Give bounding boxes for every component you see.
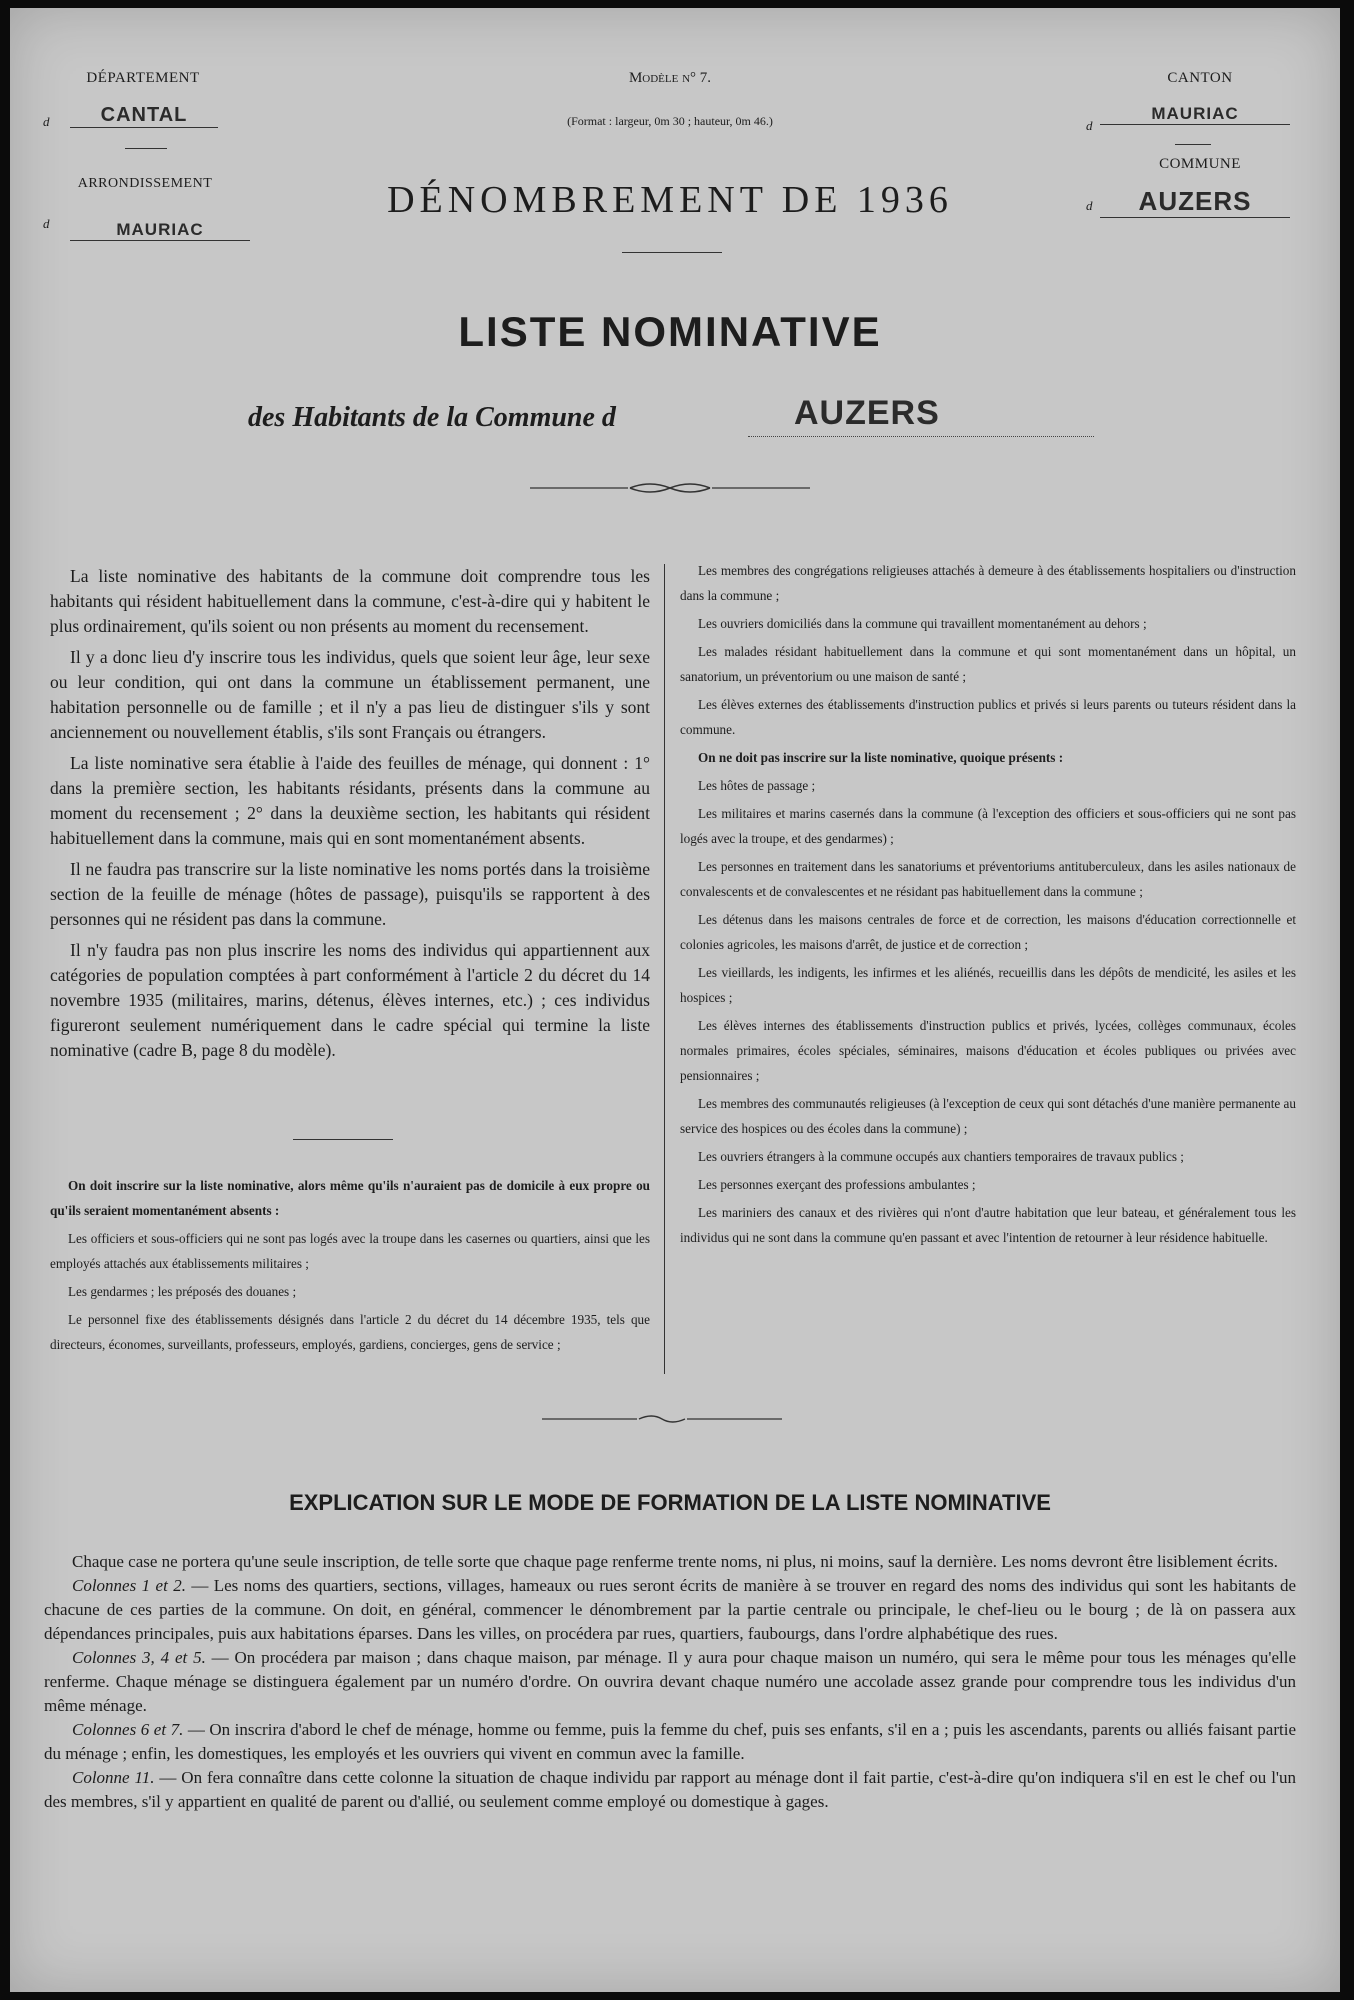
canton-value: MAURIAC — [1100, 104, 1290, 125]
explication-intro: Chaque case ne portera qu'une seule inscription, de telle sorte que chaque page renferme trente noms, ni plus, ni moins, sauf la dernière. Les noms devront être lisiblement écrits. — [72, 1552, 1278, 1571]
divider — [622, 252, 722, 253]
inscrire-heading: On doit inscrire sur la liste nominative, alors même qu'ils n'auraient pas de domicile à eux propre ou qu'ils seraient momentanément absents : — [50, 1178, 650, 1218]
departement-label: DÉPARTEMENT — [86, 70, 200, 86]
explication-body — [44, 1550, 1296, 1814]
right-item: Les ouvriers domiciliés dans la commune qui travaillent momentanément au dehors ; — [698, 616, 1147, 631]
divider — [125, 148, 167, 149]
explication-item-text: — On inscrira d'abord le chef de ménage, homme ou femme, puis la femme du chef, puis ses enfants, s'il en a ; puis les ascendants, parents ou alliés faisant partie du ménage ; enfin, les domestiques, les employés et les ouvriers qui vivent en commun avec la famille. — [44, 1720, 1296, 1763]
inscrire-item: Les officiers et sous-officiers qui ne sont pas logés avec la troupe dans les casernes ou quartiers, ainsi que les employés attachés aux établissements militaires ; — [50, 1231, 650, 1271]
subtitle-commune: AUZERS — [794, 394, 940, 432]
explication-heading: EXPLICATION SUR LE MODE DE FORMATION DE LA LISTE NOMINATIVE — [289, 1490, 1051, 1515]
explication-item — [44, 1574, 1296, 1646]
ornament-divider — [542, 1412, 782, 1426]
pas-item: Les hôtes de passage ; — [698, 778, 816, 793]
pas-item: Les ouvriers étrangers à la commune occupés aux chantiers temporaires de travaux publics ; — [698, 1149, 1184, 1164]
pas-item: Les personnes exerçant des professions ambulantes ; — [698, 1177, 976, 1192]
explication-item — [44, 1646, 1296, 1718]
left-paragraph: Il n'y faudra pas non plus inscrire les noms des individus qui appartiennent aux catégories de population comptées à part conformément à l'article 2 du décret du 14 novembre 1935 (militaires, marins, détenus, élèves internes, etc.) ; ces individus figureront seulement numériquement dans le cadre spécial qui termine la liste nominative (cadre B, page 8 du modèle). — [50, 940, 650, 1060]
census-title: DÉNOMBREMENT DE 1936 — [387, 179, 953, 221]
right-column — [680, 558, 1296, 1253]
departement-value: CANTAL — [70, 104, 218, 128]
explication-item — [44, 1718, 1296, 1766]
commune-value: AUZERS — [1100, 186, 1290, 218]
inscrire-section — [50, 1173, 650, 1360]
subtitle: des Habitants de la Commune d — [248, 402, 616, 433]
commune-prefix: d — [1086, 198, 1093, 213]
column-separator — [664, 564, 665, 1374]
inscrire-item: Le personnel fixe des établissements désignés dans l'article 2 du décret du 14 décembre 1935, tels que directeurs, économes, surveillants, professeurs, employés, gardiens, concierges, gens de service ; — [50, 1312, 650, 1352]
explication-item-label: Colonne 11. — [72, 1768, 155, 1787]
liste-nominative-title: LISTE NOMINATIVE — [458, 308, 882, 355]
divider — [1175, 144, 1211, 145]
inscrire-item: Les gendarmes ; les préposés des douanes ; — [68, 1284, 297, 1299]
pas-item: Les élèves internes des établissements d'instruction publics et privés, lycées, collèges communaux, écoles normales primaires, écoles spéciales, séminaires, maisons d'éducation et écoles publiques ou privées avec pensionnaires ; — [680, 1018, 1296, 1083]
divider — [293, 1139, 393, 1140]
pas-item: Les mariniers des canaux et des rivières qui n'ont d'autre habitation que leur bateau, et généralement tous les individus qui ne sont dans la commune qu'en passant et avec l'intention de retourner à leur résidence habituelle. — [680, 1205, 1296, 1245]
canton-prefix: d — [1086, 118, 1093, 133]
right-item: Les élèves externes des établissements d'instruction publics et privés si leurs parents ou tuteurs résident dans la commune. — [680, 697, 1296, 737]
pas-item: Les vieillards, les indigents, les infirmes et les aliénés, recueillis dans les dépôts de mendicité, les asiles et les hospices ; — [680, 965, 1296, 1005]
arrondissement-label: ARRONDISSEMENT — [77, 176, 213, 191]
right-item: Les membres des congrégations religieuses attachés à demeure à des établissements hospitaliers ou d'instruction dans la commune ; — [680, 563, 1296, 603]
explication-item — [44, 1766, 1296, 1814]
pas-item: Les membres des communautés religieuses (à l'exception de ceux qui sont détachés d'une manière permanente au service des hospices ou des écoles dans la commune) ; — [680, 1096, 1296, 1136]
pas-heading: On ne doit pas inscrire sur la liste nominative, quoique présents : — [698, 750, 1064, 765]
departement-prefix: d — [43, 114, 50, 129]
modele-number: Modèle n° 7. — [628, 70, 712, 86]
pas-item: Les militaires et marins casernés dans la commune (à l'exception des officiers et sous-officiers qui ne sont pas logés avec la troupe, et des gendarmes) ; — [680, 806, 1296, 846]
format-note: (Format : largeur, 0m 30 ; hauteur, 0m 46.) — [567, 114, 773, 128]
commune-label: COMMUNE — [1159, 156, 1241, 172]
arrondissement-value: MAURIAC — [70, 220, 250, 241]
explication-item-label: Colonnes 6 et 7. — [72, 1720, 184, 1739]
pas-item: Les détenus dans les maisons centrales de force et de correction, les maisons d'éducation correctionnelle et colonies agricoles, les maisons d'arrêt, de justice et de correction ; — [680, 912, 1296, 952]
right-item: Les malades résidant habituellement dans la commune et qui sont momentanément dans un hôpital, un sanatorium, un préventorium ou une maison de santé ; — [680, 644, 1296, 684]
left-column — [50, 564, 650, 1069]
ornament-divider — [530, 480, 810, 496]
left-paragraph: Il ne faudra pas transcrire sur la liste nominative les noms portés dans la troisième section de la feuille de ménage (hôtes de passage), puisqu'ils se rapportent à des personnes qui ne résident pas dans la commune. — [50, 859, 650, 929]
explication-item-text: — On fera connaître dans cette colonne la situation de chaque individu par rapport au ménage dont il fait partie, c'est-à-dire qu'on indiquera s'il en est le chef ou l'un des membres, s'il y appartient en qualité de parent ou d'allié, ou seulement comme employé ou domestique à gages. — [44, 1768, 1296, 1811]
pas-item: Les personnes en traitement dans les sanatoriums et préventoriums antituberculeux, dans les asiles nationaux de convalescents et de convalescentes et ne résidant pas habituellement dans la commune ; — [680, 859, 1296, 899]
canton-label: CANTON — [1167, 70, 1233, 86]
left-paragraph: La liste nominative sera établie à l'aide des feuilles de ménage, qui donnent : 1° dans la première section, les habitants résidants, présents dans la commune au moment du recensement ; 2° dans la deuxième section, les habitants qui résident habituellement dans la commune, mais qui en sont momentanément absents. — [50, 753, 650, 848]
left-paragraph: La liste nominative des habitants de la commune doit comprendre tous les habitants qui résident habituellement dans la commune, c'est-à-dire qui y habitent le plus ordinairement, qu'ils soient ou non présents au moment du recensement. — [50, 566, 650, 636]
subtitle-line — [748, 436, 1094, 437]
explication-item-label: Colonnes 3, 4 et 5. — [72, 1648, 206, 1667]
explication-item-text: — On procédera par maison ; dans chaque maison, par ménage. Il y aura pour chaque maison un numéro, qui sera le même pour tous les ménages qu'elle renferme. Chaque ménage se distinguera également par un numéro d'ordre. On ouvrira devant chaque numéro une accolade assez grande pour comprendre tous les individus d'un même ménage. — [44, 1648, 1296, 1715]
left-paragraph: Il y a donc lieu d'y inscrire tous les individus, quels que soient leur âge, leur sexe ou leur condition, qui ont dans la commune un établissement permanent, une habitation personnelle ou de famille ; et il n'y a pas lieu de distinguer s'ils y sont anciennement ou nouvellement établis, s'ils sont Français ou étrangers. — [50, 647, 650, 742]
explication-item-label: Colonnes 1 et 2. — [72, 1576, 186, 1595]
explication-item-text: — Les noms des quartiers, sections, villages, hameaux ou rues seront écrits de manière à se trouver en regard des noms des individus qui sont les habitants de chacune de ces parties de la commune. On doit, en général, commencer le dénombrement par la partie centrale ou principale, le chef-lieu ou le bourg ; de là on passera aux dépendances principales, puis aux habitations éparses. Dans les villes, on procédera par rues, quartiers, faubourgs, dans l'ordre alphabétique des rues. — [44, 1576, 1296, 1643]
arrondissement-prefix: d — [43, 216, 50, 231]
census-page — [10, 8, 1340, 1992]
